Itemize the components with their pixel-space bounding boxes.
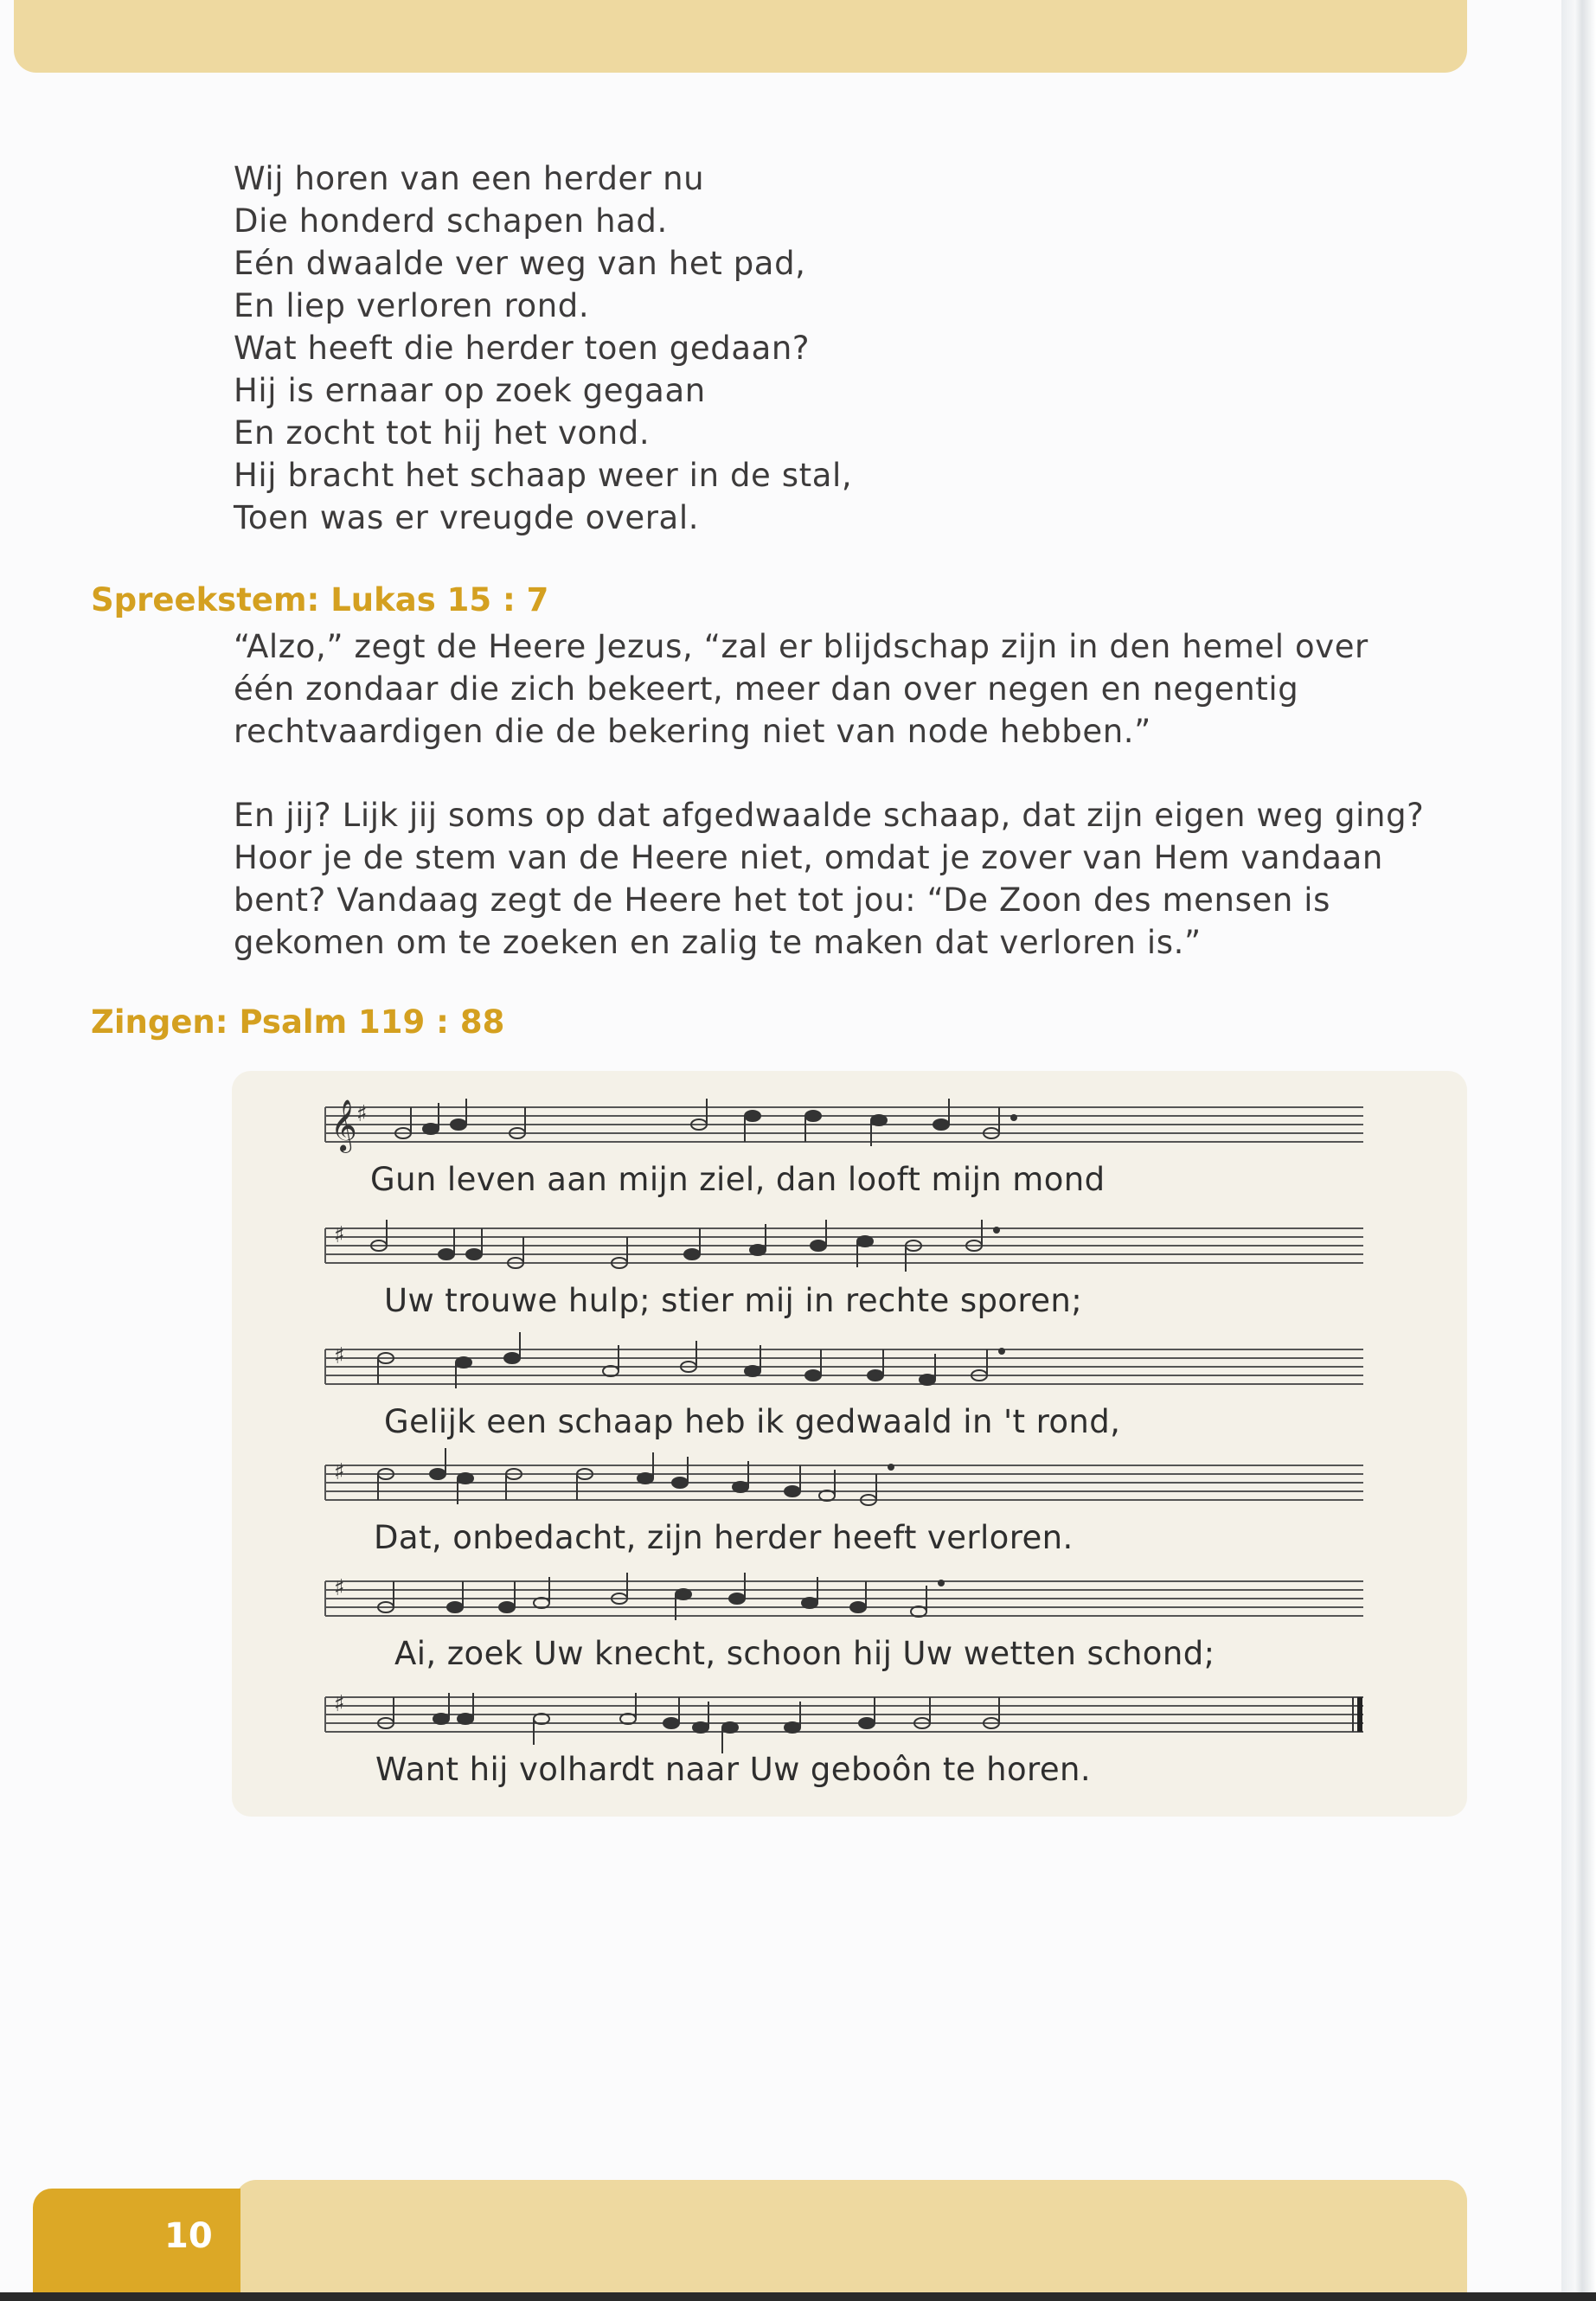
poem-line: En zocht tot hij het vond.	[234, 414, 651, 452]
zingen-heading: Zingen: Psalm 119 : 88	[91, 1003, 505, 1041]
staff-4	[325, 1448, 1363, 1505]
page-number: 10	[164, 2216, 213, 2256]
treble-clef-icon: 𝄞	[330, 1099, 357, 1151]
poem-line: Hij is ernaar op zoek gegaan	[234, 372, 706, 409]
poem-line: Hij bracht het schaap weer in de stal,	[234, 457, 853, 494]
staff-3	[325, 1332, 1363, 1388]
poem-line: Die honderd schapen had.	[234, 202, 668, 240]
sharp-icon: ♯	[334, 1575, 345, 1601]
quote-line: één zondaar die zich bekeert, meer dan over negen en negentig	[234, 670, 1299, 708]
application-paragraph	[234, 794, 1424, 964]
poem-line: Eén dwaalde ver weg van het pad,	[234, 245, 806, 282]
sharp-icon: ♯	[356, 1101, 368, 1127]
sharp-icon: ♯	[334, 1222, 345, 1248]
lyric-line: Uw trouwe hulp; stier mij in rechte sporen;	[384, 1282, 1083, 1319]
poem-block	[234, 157, 852, 539]
application-line: gekomen om te zoeken en zalig te maken dat verloren is.”	[234, 924, 1202, 961]
staff-2	[325, 1220, 1363, 1272]
quote-line: rechtvaardigen die de bekering niet van node hebben.”	[234, 713, 1151, 750]
quote-line: “Alzo,” zegt de Heere Jezus, “zal er blijdschap zijn in den hemel over	[234, 628, 1368, 665]
top-color-band	[14, 0, 1467, 73]
staff-1	[325, 1099, 1363, 1153]
poem-line: En liep verloren rond.	[234, 287, 590, 324]
lyric-line: Gelijk een schaap heb ik gedwaald in 't rond,	[384, 1403, 1121, 1440]
staff-5	[325, 1573, 1363, 1620]
sheet-music-panel	[232, 1071, 1467, 1817]
lyric-line: Want hij volhardt naar Uw geboôn te horen.	[375, 1751, 1092, 1788]
application-line: Hoor je de stem van de Heere niet, omdat je zover van Hem vandaan	[234, 839, 1383, 876]
staff-6	[325, 1691, 1363, 1753]
lyric-line: Gun leven aan mijn ziel, dan looft mijn mond	[370, 1161, 1106, 1198]
application-line: En jij? Lijk jij soms op dat afgedwaalde schaap, dat zijn eigen weg ging?	[234, 797, 1425, 834]
bottom-edge	[0, 2292, 1596, 2301]
footer-band	[235, 2180, 1467, 2292]
spreekstem-heading: Spreekstem: Lukas 15 : 7	[91, 581, 549, 619]
poem-line: Wat heeft die herder toen gedaan?	[234, 330, 811, 367]
spreekstem-quote	[234, 625, 1368, 753]
lyric-line: Dat, onbedacht, zijn herder heeft verloren.	[374, 1519, 1074, 1556]
sharp-icon: ♯	[334, 1691, 345, 1717]
sharp-icon: ♯	[334, 1459, 345, 1485]
poem-line: Toen was er vreugde overal.	[234, 499, 700, 536]
page-edge-shadow	[1561, 0, 1596, 2301]
sharp-icon: ♯	[334, 1343, 345, 1369]
poem-line: Wij horen van een herder nu	[234, 160, 705, 197]
lyric-line: Ai, zoek Uw knecht, schoon hij Uw wetten schond;	[394, 1635, 1215, 1672]
application-line: bent? Vandaag zegt de Heere het tot jou: “De Zoon des mensen is	[234, 881, 1330, 919]
